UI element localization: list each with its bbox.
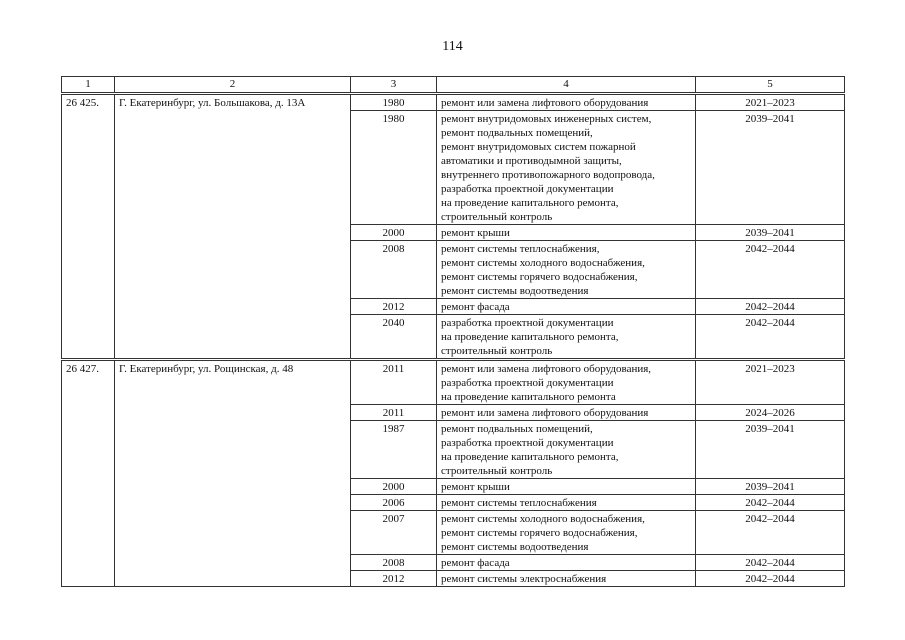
year-cell: 2012 [351,299,437,315]
address-cell: Г. Екатеринбург, ул. Большакова, д. 13А [115,94,351,360]
period-cell: 2042–2044 [696,511,845,555]
work-line: разработка проектной документации [441,437,614,449]
header-cell: 2 [115,77,351,94]
work-line: ремонт фасада [441,557,510,569]
period-cell: 2039–2041 [696,479,845,495]
work-line: на проведение капитального ремонта, [441,197,619,209]
period-cell: 2021–2023 [696,94,845,111]
work-line: ремонт системы холодного водоснабжения, [441,513,645,525]
work-line: внутреннего противопожарного водопровода, [441,169,655,181]
work-line: ремонт внутридомовых систем пожарной [441,141,636,153]
period-cell: 2039–2041 [696,111,845,225]
work-type-cell [437,571,696,587]
work-type-cell [437,225,696,241]
period-cell: 2042–2044 [696,571,845,587]
year-cell: 2008 [351,241,437,299]
address-cell: Г. Екатеринбург, ул. Рощинская, д. 48 [115,360,351,587]
work-line: ремонт системы холодного водоснабжения, [441,257,645,269]
work-line: на проведение капитального ремонта, [441,451,619,463]
work-type-cell [437,299,696,315]
period-cell: 2024–2026 [696,405,845,421]
table-row [62,360,845,405]
year-cell: 2000 [351,225,437,241]
year-cell: 1980 [351,111,437,225]
work-line: на проведение капитального ремонта [441,391,616,403]
year-cell: 1980 [351,94,437,111]
work-type-cell [437,241,696,299]
work-type-cell [437,479,696,495]
period-cell: 2042–2044 [696,299,845,315]
work-type-cell [437,555,696,571]
period-cell: 2042–2044 [696,315,845,360]
building-number-cell: 26 425. [62,94,115,360]
work-line: ремонт подвальных помещений, [441,423,593,435]
building-number-cell: 26 427. [62,360,115,587]
work-type-cell [437,421,696,479]
header-cell: 1 [62,77,115,94]
work-type-cell [437,94,696,111]
period-cell: 2042–2044 [696,555,845,571]
work-line: ремонт системы электроснабжения [441,573,607,585]
work-line: на проведение капитального ремонта, [441,331,619,343]
work-type-cell [437,315,696,360]
work-line: ремонт или замена лифтового оборудования [441,407,649,419]
work-line: ремонт или замена лифтового оборудования [441,97,649,109]
work-line: ремонт системы горячего водоснабжения, [441,271,638,283]
period-cell: 2039–2041 [696,225,845,241]
header-cell: 5 [696,77,845,94]
work-line: ремонт внутридомовых инженерных систем, [441,113,652,125]
year-cell: 2011 [351,360,437,405]
work-line: ремонт системы водоотведения [441,285,589,297]
work-type-cell [437,111,696,225]
period-cell: 2042–2044 [696,241,845,299]
table-header-row [62,77,845,94]
work-line: ремонт или замена лифтового оборудования, [441,363,652,375]
work-type-cell [437,511,696,555]
period-cell: 2039–2041 [696,421,845,479]
work-line: ремонт подвальных помещений, [441,127,593,139]
table-row [62,94,845,111]
header-cell: 3 [351,77,437,94]
work-line: ремонт крыши [441,227,510,239]
page-number: 114 [442,39,463,54]
work-type-cell [437,405,696,421]
work-line: ремонт системы горячего водоснабжения, [441,527,638,539]
year-cell: 2008 [351,555,437,571]
period-cell: 2021–2023 [696,360,845,405]
year-cell: 2011 [351,405,437,421]
year-cell: 2012 [351,571,437,587]
year-cell: 2000 [351,479,437,495]
year-cell: 2006 [351,495,437,511]
work-line: ремонт системы теплоснабжения, [441,243,600,255]
work-line: разработка проектной документации [441,377,614,389]
work-line: автоматики и противодымной защиты, [441,155,622,167]
year-cell: 2040 [351,315,437,360]
work-line: разработка проектной документации [441,317,614,329]
work-line: разработка проектной документации [441,183,614,195]
header-cell: 4 [437,77,696,94]
work-line: ремонт крыши [441,481,510,493]
work-line: строительный контроль [441,211,553,223]
work-line: ремонт системы теплоснабжения [441,497,597,509]
year-cell: 2007 [351,511,437,555]
work-type-cell [437,360,696,405]
work-line: ремонт системы водоотведения [441,541,589,553]
work-line: строительный контроль [441,345,553,357]
year-cell: 1987 [351,421,437,479]
period-cell: 2042–2044 [696,495,845,511]
work-line: строительный контроль [441,465,553,477]
work-line: ремонт фасада [441,301,510,313]
repair-schedule-table [61,76,845,587]
work-type-cell [437,495,696,511]
